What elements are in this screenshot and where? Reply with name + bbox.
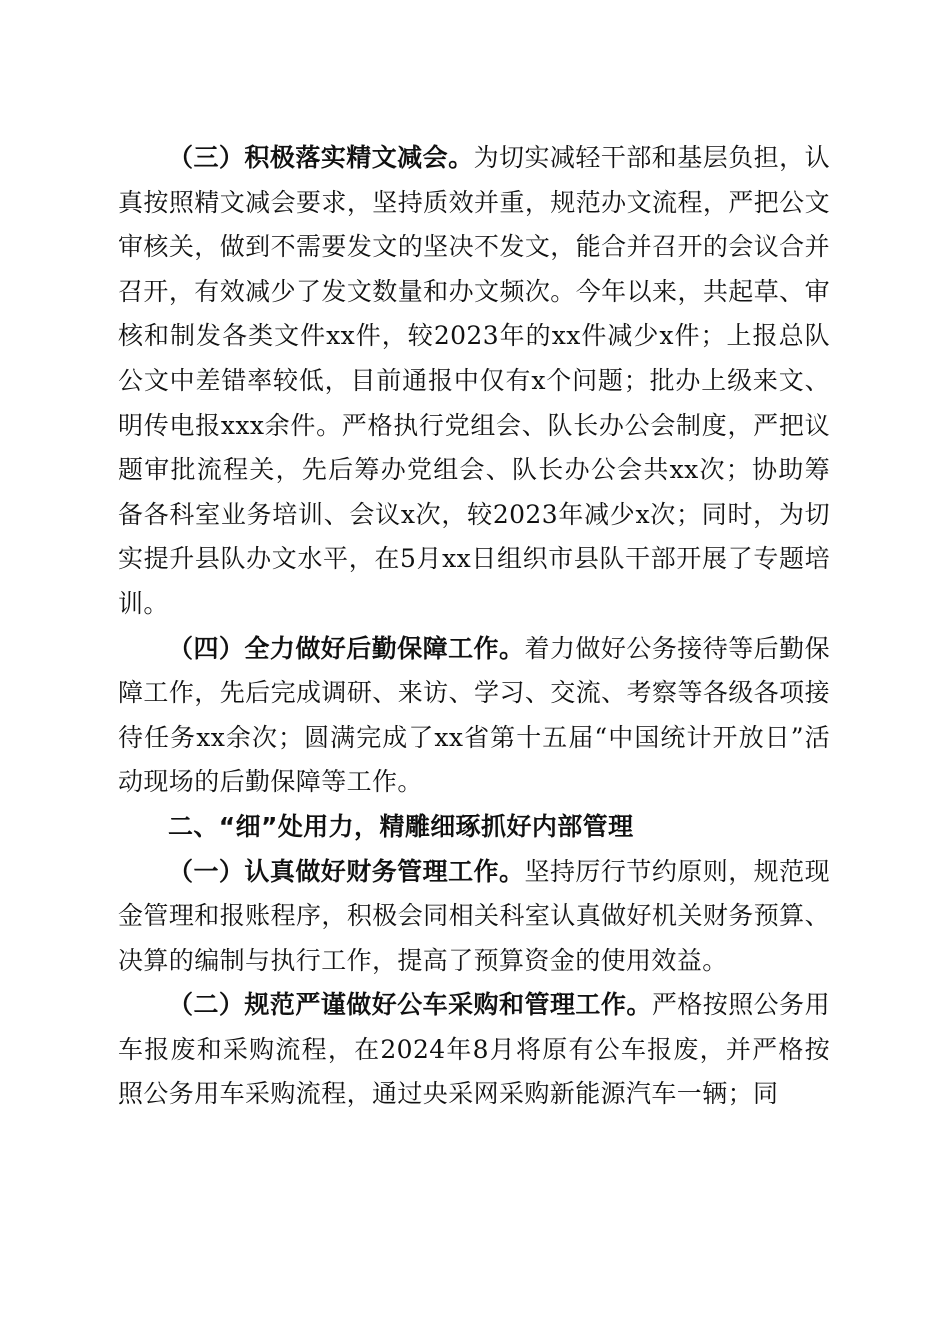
paragraph-financial-management <box>118 850 830 984</box>
document-body <box>118 136 830 1117</box>
paragraph-streamline-documents <box>118 136 830 627</box>
section-heading: 二、“细”处用力，精雕细琢抓好内部管理 <box>168 811 634 841</box>
paragraph-lead: （二）规范严谨做好公车采购和管理工作。 <box>168 990 652 1020</box>
paragraph-text: 为切实减轻干部和基层负担，认真按照精文减会要求，坚持质效并重，规范办文流程，严把公文审核关，做到不需要发文的坚决不发文，能合并召开的会议合并召开，有效减少了发文数量和办文频次。今年以来，共起草、审核和制发各类文件xx件，较2023年的xx件减少x件；上报总队公文中差错率较低，目前通报中仅有x个问题；批办上级来文、明传电报xxx余件。严格执行党组会、队长办公会制度，严把议题审批流程关，先后筹办党组会、队长办公会共xx次；协助筹备各科室业务培训、会议x次，较2023年减少x次；同时，为切实提升县队办文水平，在5月xx日组织市县队干部开展了专题培训。 <box>118 143 830 618</box>
paragraph-lead: （三）积极落实精文减会。 <box>168 143 474 172</box>
paragraph-logistics-support <box>118 627 830 805</box>
paragraph-text: 严格按照公务用车报废和采购流程，在2024年8月将原有公车报废，并严格按照公务用车采购流程，通过央采网采购新能源汽车一辆；同 <box>118 990 830 1109</box>
paragraph-text: 着力做好公务接待等后勤保障工作，先后完成调研、来访、学习、交流、考察等各级各项接待任务xx余次；圆满完成了xx省第十五届“中国统计开放日”活动现场的后勤保障等工作。 <box>118 633 830 797</box>
paragraph-text: 坚持厉行节约原则，规范现金管理和报账程序，积极会同相关科室认真做好机关财务预算、决算的编制与执行工作，提高了预算资金的使用效益。 <box>118 856 830 975</box>
paragraph-vehicle-management <box>118 983 830 1117</box>
paragraph-lead: （四）全力做好后勤保障工作。 <box>168 633 525 663</box>
paragraph-lead: （一）认真做好财务管理工作。 <box>168 856 525 886</box>
